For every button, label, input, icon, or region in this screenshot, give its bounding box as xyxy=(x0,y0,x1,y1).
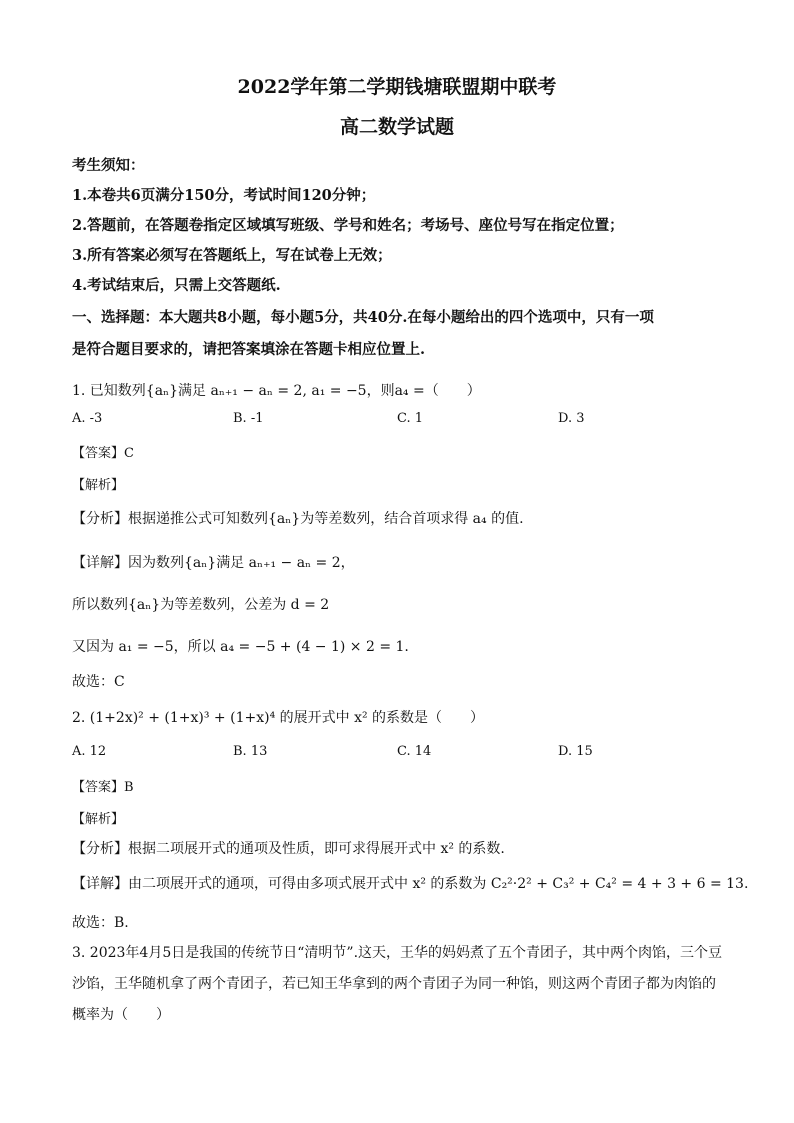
q2-option-d: D. 15 xyxy=(558,744,593,759)
q3-stem-line3: 概率为（ ） xyxy=(72,1007,170,1023)
q2-analysis: 【分析】根据二项展开式的通项及性质，即可求得展开式中 x² 的系数. xyxy=(72,841,505,857)
section-heading-line2: 是符合题目要求的，请把答案填涂在答题卡相应位置上. xyxy=(72,341,426,358)
q2-jiexi-label: 【解析】 xyxy=(72,812,125,827)
q1-stem: 1. 已知数列{aₙ}满足 aₙ₊₁ − aₙ = 2, a₁ = −5，则a₄ =（ ） xyxy=(72,383,481,399)
q3-stem-line1: 3. 2023年4月5日是我国的传统节日“清明节”.这天，王华的妈妈煮了五个青团子，其中两个肉馅，三个豆 xyxy=(72,945,723,961)
exam-title: 2022学年第二学期钱塘联盟期中联考 xyxy=(237,76,557,98)
q1-option-c: C. 1 xyxy=(397,411,424,426)
exam-subtitle: 高二数学试题 xyxy=(339,116,454,138)
notice-heading: 考生须知： xyxy=(72,157,145,174)
q1-option-b: B. -1 xyxy=(233,411,264,426)
notice-item: 2.答题前，在答题卷指定区域填写班级、学号和姓名；考场号、座位号写在指定位置； xyxy=(72,217,624,234)
q2-detail: 【详解】由二项展开式的通项，可得由多项式展开式中 x² 的系数为 C₂²·2² + C₃² + C₄² = 4 + 3 + 6 = 13. xyxy=(72,876,749,892)
q2-conclusion: 故选：B. xyxy=(72,915,129,931)
q1-step: 所以数列{aₙ}为等差数列，公差为 d = 2 xyxy=(72,597,330,613)
section-heading-line1: 一、选择题：本大题共8小题，每小题5分，共40分.在每小题给出的四个选项中，只有一项 xyxy=(72,309,654,326)
q1-analysis: 【分析】根据递推公式可知数列{aₙ}为等差数列，结合首项求得 a₄ 的值. xyxy=(72,511,524,527)
q1-option-a: A. -3 xyxy=(72,411,103,426)
q1-jiexi-label: 【解析】 xyxy=(72,478,125,493)
q1-conclusion: 故选：C xyxy=(72,674,125,690)
q1-option-d: D. 3 xyxy=(558,411,585,426)
q1-step: 又因为 a₁ = −5，所以 a₄ = −5 + (4 − 1) × 2 = 1. xyxy=(72,639,409,655)
notice-item: 3.所有答案必须写在答题纸上，写在试卷上无效； xyxy=(72,247,392,264)
q2-stem: 2. (1+2x)² + (1+x)³ + (1+x)⁴ 的展开式中 x² 的系数是（ ） xyxy=(72,710,485,726)
notice-item: 4.考试结束后，只需上交答题纸. xyxy=(72,277,281,294)
q2-option-c: C. 14 xyxy=(397,744,432,759)
q1-answer: 【答案】C xyxy=(72,446,134,461)
notice-item: 1.本卷共6页满分150分，考试时间120分钟； xyxy=(72,187,376,204)
q1-detail: 【详解】因为数列{aₙ}满足 aₙ₊₁ − aₙ = 2， xyxy=(72,555,355,571)
q2-option-b: B. 13 xyxy=(233,744,268,759)
q3-stem-line2: 沙馅，王华随机拿了两个青团子，若已知王华拿到的两个青团子为同一种馅，则这两个青团子都为肉馅的 xyxy=(72,976,716,992)
q2-option-a: A. 12 xyxy=(72,744,107,759)
q2-answer: 【答案】B xyxy=(72,780,134,795)
